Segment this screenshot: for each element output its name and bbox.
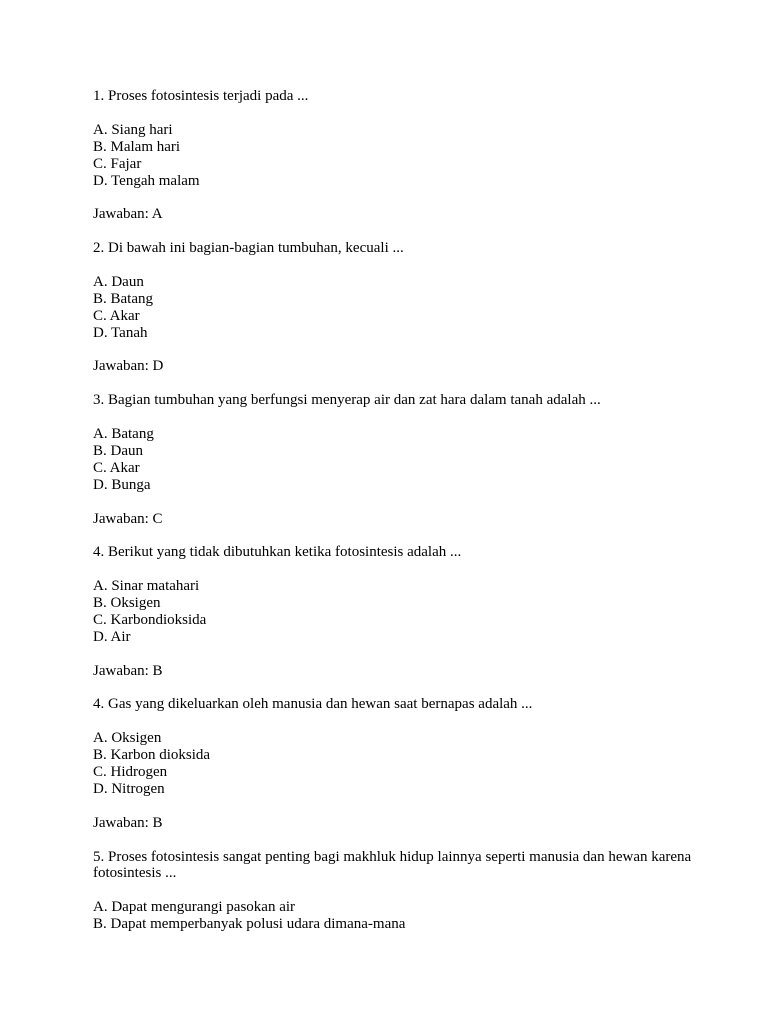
option-list (93, 122, 713, 190)
option-item: D. Nitrogen (93, 780, 165, 797)
option-list (93, 899, 713, 933)
question-block-3 (93, 392, 713, 527)
option-item: A. Daun (93, 273, 144, 290)
option-item: D. Air (93, 628, 131, 645)
question-text: 1. Proses fotosintesis terjadi pada ... (93, 88, 309, 104)
answer-text: Jawaban: A (93, 206, 163, 223)
option-item: B. Batang (93, 290, 153, 307)
answer-text: Jawaban: B (93, 662, 163, 679)
question-text: 4. Gas yang dikeluarkan oleh manusia dan hewan saat bernapas adalah ... (93, 696, 533, 713)
answer-text: Jawaban: C (93, 510, 163, 527)
option-item: A. Sinar matahari (93, 578, 200, 595)
option-list (93, 426, 713, 494)
option-list (93, 730, 713, 798)
question-text: 3. Bagian tumbuhan yang berfungsi menyerap air dan zat hara dalam tanah adalah ... (93, 392, 601, 409)
option-item: B. Dapat memperbanyak polusi udara dimana-mana (93, 916, 406, 933)
option-item: C. Karbondioksida (93, 611, 207, 628)
option-item: D. Bunga (93, 476, 151, 493)
option-item: C. Akar (93, 307, 140, 324)
question-block-5 (93, 696, 713, 831)
answer-text: Jawaban: B (93, 814, 163, 831)
option-item: B. Daun (93, 442, 143, 459)
option-item: D. Tengah malam (93, 172, 200, 189)
question-text: 4. Berikut yang tidak dibutuhkan ketika fotosintesis adalah ... (93, 544, 462, 561)
question-block-6 (93, 849, 713, 934)
option-item: B. Karbon dioksida (93, 747, 211, 764)
question-text: 2. Di bawah ini bagian-bagian tumbuhan, kecuali ... (93, 240, 404, 257)
question-block-4 (93, 544, 713, 679)
option-item: C. Hidrogen (93, 764, 168, 781)
option-item: B. Malam hari (93, 138, 181, 155)
option-list (93, 578, 713, 646)
option-item: B. Oksigen (93, 595, 161, 612)
option-item: A. Dapat mengurangi pasokan air (93, 899, 296, 916)
question-text: 5. Proses fotosintesis sangat penting bagi makhluk hidup lainnya seperti manusia dan hewan karena fotosintesis ... (93, 848, 692, 882)
option-item: A. Batang (93, 426, 154, 443)
option-item: A. Oksigen (93, 730, 162, 747)
option-item: C. Fajar (93, 155, 142, 172)
option-item: C. Akar (93, 459, 140, 476)
answer-text: Jawaban: D (93, 358, 164, 375)
question-block-1 (93, 88, 713, 223)
question-block-2 (93, 240, 713, 375)
option-item: A. Siang hari (93, 121, 173, 138)
document-page (93, 88, 713, 950)
option-item: D. Tanah (93, 324, 148, 341)
option-list (93, 274, 713, 342)
